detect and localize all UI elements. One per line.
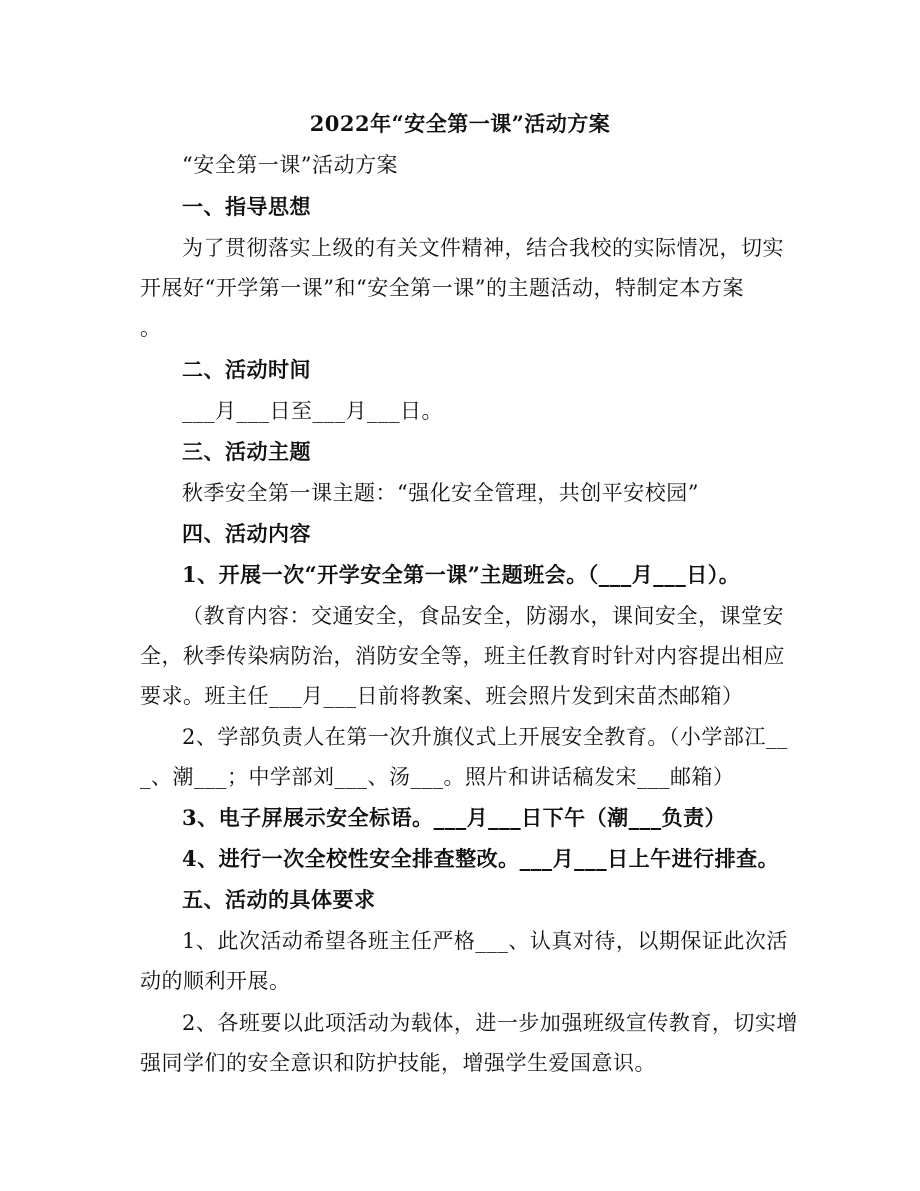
activity-theme-text: 秋季安全第一课主题：“强化安全管理，共创平安校园” bbox=[182, 481, 699, 505]
paragraph-line: 开展好“开学第一课”和“安全第一课”的主题活动，特制定本方案 bbox=[140, 276, 744, 300]
content-item-1-detail: （教育内容：交通安全，食品安全，防溺水，课间安全，课堂安 bbox=[182, 604, 784, 628]
document-subtitle: “安全第一课”活动方案 bbox=[182, 153, 398, 177]
paragraph-line: 。 bbox=[140, 316, 162, 340]
section-heading-requirements: 五、活动的具体要求 bbox=[182, 887, 376, 912]
content-item-4: 4、进行一次全校性安全排查整改。___月___日上午进行排查。 bbox=[182, 846, 780, 871]
content-item-1-detail: 全，秋季传染病防治，消防安全等，班主任教育时针对内容提出相应 bbox=[140, 644, 785, 668]
requirement-item-2: 2、各班要以此项活动为载体，进一步加强班级宣传教育，切实增 bbox=[182, 1011, 798, 1035]
section-heading-activity-time: 二、活动时间 bbox=[182, 357, 311, 382]
paragraph-line: 为了贯彻落实上级的有关文件精神，结合我校的实际情况，切实 bbox=[182, 236, 784, 260]
content-item-2: 2、学部负责人在第一次升旗仪式上开展安全教育。（小学部江__ bbox=[182, 725, 788, 749]
requirement-item-2: 强同学们的安全意识和防护技能，增强学生爱国意识。 bbox=[140, 1051, 656, 1075]
requirement-item-1: 1、此次活动希望各班主任严格___、认真对待，以期保证此次活 bbox=[182, 929, 788, 953]
content-item-3: 3、电子屏展示安全标语。___月___日下午（潮___负责） bbox=[182, 805, 727, 830]
activity-time-text: ___月___日至___月___日。 bbox=[182, 399, 443, 423]
requirement-item-1: 动的顺利开展。 bbox=[140, 969, 291, 993]
section-heading-guiding-ideology: 一、指导思想 bbox=[182, 194, 311, 219]
content-item-1-detail: 要求。班主任___月___日前将教案、班会照片发到宋苗杰邮箱） bbox=[140, 684, 744, 708]
content-item-1: 1、开展一次“开学安全第一课”主题班会。（___月___日）。 bbox=[182, 562, 741, 587]
content-item-2: _、潮___；中学部刘___、汤___。照片和讲话稿发宋___邮箱） bbox=[140, 765, 735, 789]
document-title: 2022年“安全第一课”活动方案 bbox=[309, 111, 611, 136]
section-heading-activity-content: 四、活动内容 bbox=[182, 521, 311, 546]
section-heading-activity-theme: 三、活动主题 bbox=[182, 439, 311, 464]
